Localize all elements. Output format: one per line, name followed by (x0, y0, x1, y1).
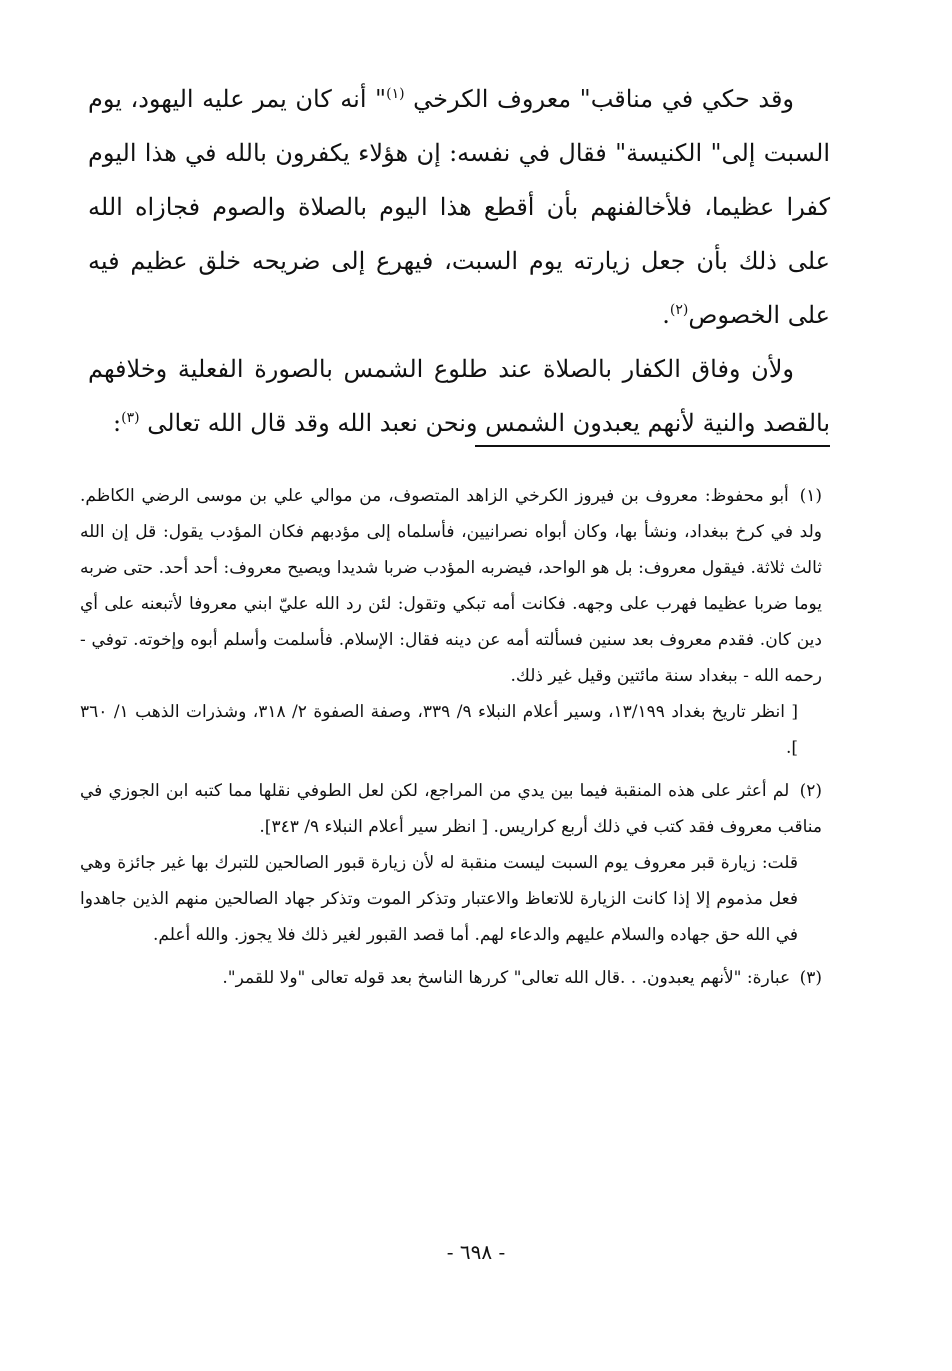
footnote-3 (80, 960, 822, 996)
main-paragraph-1-text: وقد حكي في مناقب" معروف الكرخي (404, 85, 795, 113)
main-text (88, 72, 830, 450)
footnote-1 (80, 478, 822, 766)
footnote-3-body (80, 960, 822, 996)
footnote-2 (80, 773, 822, 953)
footnote-1-text: أبو محفوظ: معروف بن فيروز الكرخي الزاهد المتصوف، من موالي علي بن موسى الرضي الكاظم. ولد في كرخ ببغداد، ونشأ بها، وكان أبواه نصرانيين، فأسلماه إلى مؤدبهم فكان المؤدب يقول: قل إن الله ثالث ثلاثة. فيقول معروف: بل هو الواحد، فيضربه المؤدب ضربا شديدا ويصيح معروف: أحد أحد. حتى ضربه يوما ضربا عظيما فهرب على وجهه. فكانت أمه تبكي وتقول: لئن رد الله عليّ ابني معروفا لأتبعنه على أي دين كان. فقدم معروف بعد سنين فسألته أمه عن دينه فقال: الإسلام. فأسلمت وأسلم أبوه وإخوته. توفي - رحمه الله - ببغداد سنة مائتين وقيل غير ذلك. (80, 486, 822, 686)
main-paragraph-1-end: . (662, 301, 670, 329)
main-paragraph-2 (88, 342, 830, 450)
footnote-2-text: لم أعثر على هذه المنقبة فيما بين يدي من المراجع، لكن لعل الطوفي نقلها مما كتبه ابن الجوزي في مناقب معروف فقد كتب في ذلك أربع كراريس. [ انظر سير أعلام النبلاء ٩/ ٣٤٣]. (80, 781, 822, 837)
footnote-separator (475, 445, 830, 447)
footnote-1-references: [ انظر تاريخ بغداد ١٣/١٩٩، وسير أعلام النبلاء ٩/ ٣٣٩، وصفة الصفوة ٢/ ٣١٨، وشذرات الذهب ١/ ٣٦٠ ]. (80, 702, 798, 758)
main-paragraph-2-end: : (113, 409, 122, 437)
footnotes (80, 478, 822, 1003)
footnote-ref-2: (٢) (669, 302, 689, 318)
page-number: - ٦٩٨ - (446, 1240, 506, 1264)
footnote-2-number: (٢) (799, 781, 822, 801)
main-paragraph-1 (88, 72, 830, 342)
footnote-3-text: عبارة: "لأنهم يعبدون. . .قال الله تعالى" كررها الناسخ بعد قوله تعالى "ولا للقمر". (222, 968, 791, 988)
footnote-ref-1: (١) (386, 86, 405, 102)
footnote-2-body (80, 773, 822, 845)
footnote-ref-3: (٣) (121, 410, 140, 426)
footnote-1-number: (١) (799, 486, 822, 506)
main-paragraph-1-text-cont: " أنه كان يمر عليه اليهود، يوم السبت إلى" الكنيسة" فقال في نفسه: إن هؤلاء يكفرون بالله في هذا اليوم كفرا عظيما، فلأخالفنهم بأن أقطع هذا اليوم بالصلاة والصوم فجازاه الله على ذلك بأن جعل زيارته يوم السبت، فيهرع إلى ضريحه خلق عظيم فيه على الخصوص (88, 85, 831, 329)
footnote-3-number: (٣) (799, 968, 822, 988)
footnote-1-body (80, 478, 822, 694)
footnote-2-comment: قلت: زيارة قبر معروف يوم السبت ليست منقبة له لأن زيارة قبور الصالحين للتبرك بها غير جائزة وهي فعل مذموم إلا إذا كانت الزيارة للاتعاظ والاعتبار وتذكر الموت وتذكر جهاد الصالحين منهم الذين جاهدوا في الله حق جهاده والسلام عليهم والدعاء لهم. أما قصد القبور لغير ذلك فلا يجوز. والله أعلم. (80, 853, 798, 945)
main-paragraph-2-text: ولأن وفاق الكفار بالصلاة عند طلوع الشمس بالصورة الفعلية وخلافهم بالقصد والنية لأنهم يعبدون الشمس ونحن نعبد الله وقد قال الله تعالى (88, 355, 830, 437)
